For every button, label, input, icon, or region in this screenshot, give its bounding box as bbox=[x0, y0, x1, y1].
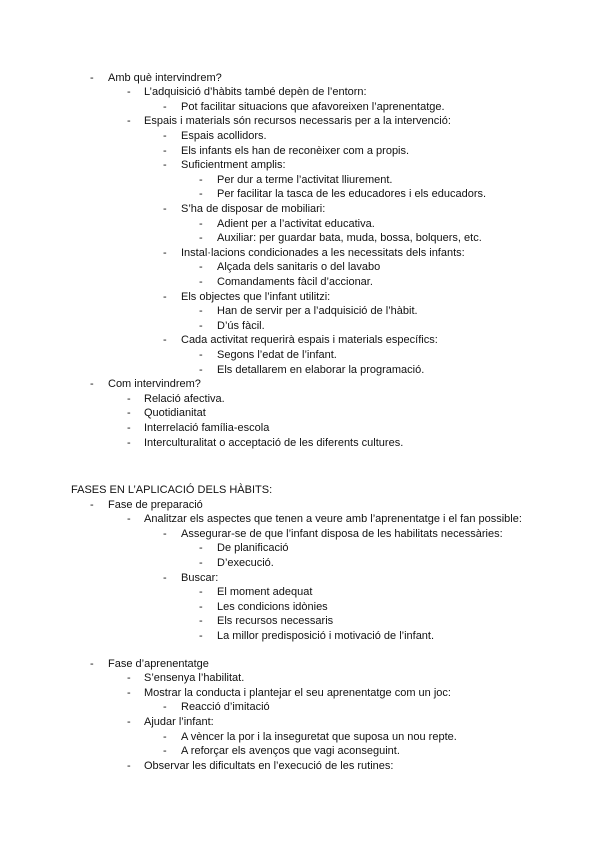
bullet-dash: - bbox=[127, 392, 131, 405]
list-item-text: Pot facilitar situacions que afavoreixen l’aprenentatge. bbox=[181, 100, 445, 113]
list-item-text: Adient per a l’activitat educativa. bbox=[217, 217, 375, 230]
bullet-dash: - bbox=[127, 86, 131, 99]
bullet-dash: - bbox=[163, 100, 167, 113]
bullet-dash: - bbox=[163, 571, 167, 584]
list-item-text: Relació afectiva. bbox=[144, 392, 225, 405]
list-item-text: S’ha de disposar de mobiliari: bbox=[181, 202, 326, 215]
bullet-dash: - bbox=[163, 144, 167, 157]
bullet-dash: - bbox=[199, 600, 203, 613]
bullet-dash: - bbox=[163, 730, 167, 743]
bullet-dash: - bbox=[199, 629, 203, 642]
bullet-dash: - bbox=[199, 556, 203, 569]
list-item-text: Fase de preparació bbox=[108, 498, 203, 511]
bullet-dash: - bbox=[127, 513, 131, 526]
list-item-text: Interrelació família-escola bbox=[144, 421, 270, 434]
bullet-dash: - bbox=[199, 363, 203, 376]
list-item-text: Amb què intervindrem? bbox=[108, 71, 222, 84]
bullet-dash: - bbox=[127, 407, 131, 420]
bullet-dash: - bbox=[199, 261, 203, 274]
list-item-text: Per facilitar la tasca de les educadores i els educadors. bbox=[217, 188, 487, 201]
bullet-dash: - bbox=[199, 232, 203, 245]
list-item-text: A vèncer la por i la inseguretat que suposa un nou repte. bbox=[181, 730, 457, 743]
bullet-dash: - bbox=[127, 759, 131, 772]
list-item-text: Espais i materials són recursos necessaris per a la intervenció: bbox=[144, 115, 451, 128]
bullet-dash: - bbox=[199, 275, 203, 288]
list-item-text: S’ensenya l’habilitat. bbox=[144, 672, 245, 685]
bullet-dash: - bbox=[199, 615, 203, 628]
bullet-dash: - bbox=[127, 715, 131, 728]
list-item-text: Auxiliar: per guardar bata, muda, bossa, bolquers, etc. bbox=[217, 232, 482, 245]
bullet-dash: - bbox=[199, 173, 203, 186]
bullet-dash: - bbox=[127, 115, 131, 128]
bullet-dash: - bbox=[163, 701, 167, 714]
bullet-dash: - bbox=[90, 71, 94, 84]
bullet-dash: - bbox=[163, 246, 167, 259]
list-item-text: Els objectes que l’infant utilitzi: bbox=[181, 290, 331, 303]
list-item-text: De planificació bbox=[217, 542, 289, 555]
list-item-text: El moment adequat bbox=[217, 586, 313, 599]
list-item-text: Fase d’aprenentatge bbox=[108, 657, 209, 670]
list-item-text: Les condicions idònies bbox=[217, 600, 328, 613]
bullet-dash: - bbox=[199, 217, 203, 230]
list-item-text: La millor predisposició i motivació de l’infant. bbox=[217, 629, 435, 642]
list-item-text: Ajudar l’infant: bbox=[144, 715, 214, 728]
list-item-text: Interculturalitat o acceptació de les diferents cultures. bbox=[144, 436, 404, 449]
bullet-dash: - bbox=[163, 745, 167, 758]
list-item-text: Per dur a terme l’activitat lliurement. bbox=[217, 173, 393, 186]
list-item-text: Comandaments fàcil d’accionar. bbox=[217, 275, 373, 288]
list-item-text: Analitzar els aspectes que tenen a veure amb l’aprenentatge i el fan possible: bbox=[144, 513, 522, 526]
bullet-dash: - bbox=[163, 129, 167, 142]
bullet-dash: - bbox=[127, 436, 131, 449]
bullet-dash: - bbox=[127, 421, 131, 434]
list-item-text: Instal·lacions condicionades a les necessitats dels infants: bbox=[181, 246, 465, 259]
list-item-text: Han de servir per a l’adquisició de l’hàbit. bbox=[217, 305, 418, 318]
list-item-text: Els recursos necessaris bbox=[217, 615, 334, 628]
list-item-text: L’adquisició d’hàbits també depèn de l’entorn: bbox=[144, 86, 367, 99]
list-item-text: A reforçar els avenços que vagi aconseguint. bbox=[181, 745, 400, 758]
list-item-text: Quotidianitat bbox=[144, 407, 206, 420]
bullet-dash: - bbox=[127, 686, 131, 699]
bullet-dash: - bbox=[163, 334, 167, 347]
list-item-text: Suficientment amplis: bbox=[181, 159, 286, 172]
bullet-dash: - bbox=[163, 290, 167, 303]
phases-heading: FASES EN L’APLICACIÓ DELS HÀBITS: bbox=[71, 483, 273, 496]
bullet-dash: - bbox=[199, 348, 203, 361]
bullet-dash: - bbox=[90, 657, 94, 670]
list-item-text: Assegurar-se de que l’infant disposa de les habilitats necessàries: bbox=[181, 527, 503, 540]
list-item-text: Observar les dificultats en l’execució de les rutines: bbox=[144, 759, 394, 772]
bullet-dash: - bbox=[163, 202, 167, 215]
bullet-dash: - bbox=[199, 586, 203, 599]
list-item-text: D’execució. bbox=[217, 556, 274, 569]
list-item-text: Espais acollidors. bbox=[181, 129, 267, 142]
bullet-dash: - bbox=[90, 498, 94, 511]
bullet-dash: - bbox=[90, 378, 94, 391]
list-item-text: Els infants els han de reconèixer com a propis. bbox=[181, 144, 410, 157]
list-item-text: Mostrar la conducta i plantejar el seu aprenentatge com un joc: bbox=[144, 686, 451, 699]
list-item-text: Reacció d’imitació bbox=[181, 701, 270, 714]
list-item-text: Segons l’edat de l’infant. bbox=[217, 348, 337, 361]
bullet-dash: - bbox=[199, 319, 203, 332]
list-item-text: Buscar: bbox=[181, 571, 219, 584]
list-item-text: Els detallarem en elaborar la programació. bbox=[217, 363, 425, 376]
bullet-dash: - bbox=[199, 542, 203, 555]
list-item-text: Com intervindrem? bbox=[108, 378, 201, 391]
list-item-text: Alçada dels sanitaris o del lavabo bbox=[217, 261, 381, 274]
bullet-dash: - bbox=[127, 672, 131, 685]
bullet-dash: - bbox=[163, 159, 167, 172]
list-item-text: Cada activitat requerirà espais i materials específics: bbox=[181, 334, 438, 347]
bullet-dash: - bbox=[163, 527, 167, 540]
bullet-dash: - bbox=[199, 305, 203, 318]
bullet-dash: - bbox=[199, 188, 203, 201]
list-item-text: D’ús fàcil. bbox=[217, 319, 265, 332]
